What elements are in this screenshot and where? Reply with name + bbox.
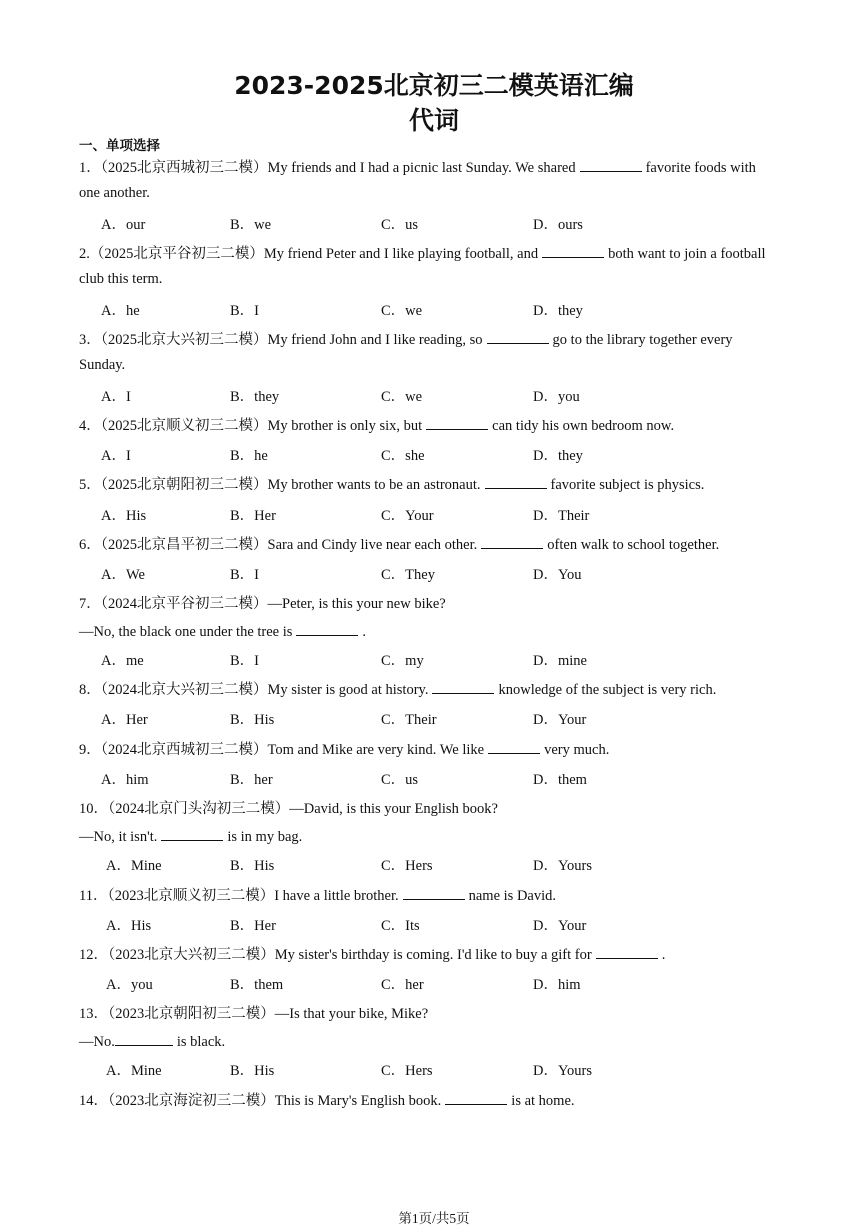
option-a: A．Her — [101, 712, 148, 728]
question-1-continued: one another. — [79, 185, 150, 201]
option-a: A．Mine — [106, 1063, 162, 1079]
option-c: C．Its — [381, 918, 420, 934]
option-d: D．Yours — [533, 1063, 592, 1079]
question-9: 9．（2024北京西城初三二模）Tom and Mike are very kind. We like very much. — [79, 738, 609, 759]
option-a: A．he — [101, 303, 140, 319]
question-13-reply: —No. is black. — [79, 1031, 225, 1051]
option-a: A．We — [101, 567, 145, 583]
option-b: B．Her — [230, 918, 276, 934]
answer-blank — [403, 885, 465, 900]
answer-blank — [161, 826, 223, 841]
option-a: A．him — [101, 772, 149, 788]
option-c: C．Your — [381, 508, 434, 524]
question-11: 11．（2023北京顺义初三二模）I have a little brother. name is David. — [79, 884, 556, 905]
option-d: D．Your — [533, 712, 587, 728]
section-heading: 一、单项选择 — [79, 138, 160, 154]
question-14: 14．（2023北京海淀初三二模）This is Mary's English book. is at home. — [79, 1089, 575, 1110]
option-c: C．us — [381, 772, 419, 788]
option-a: A．His — [106, 918, 152, 934]
question-4: 4．（2025北京顺义初三二模）My brother is only six, but can tidy his own bedroom now. — [79, 414, 674, 435]
answer-blank — [485, 474, 547, 489]
option-b: B．we — [230, 217, 272, 233]
answer-blank — [296, 621, 358, 636]
question-3-continued: Sunday. — [79, 357, 126, 373]
option-d: D．mine — [533, 653, 587, 669]
question-6: 6．（2025北京昌平初三二模）Sara and Cindy live near each other. often walk to school together. — [79, 533, 719, 554]
option-d: D．they — [533, 448, 583, 464]
answer-blank — [426, 415, 488, 430]
page-title: 2023-2025北京初三二模英语汇编 — [234, 71, 634, 100]
answer-blank — [488, 739, 540, 754]
option-d: D．you — [533, 389, 580, 405]
option-c: C．Hers — [381, 1063, 433, 1079]
option-b: B．His — [230, 858, 275, 874]
option-d: D．ours — [533, 217, 583, 233]
page-subtitle: 代词 — [408, 106, 459, 135]
option-d: D．You — [533, 567, 582, 583]
option-b: B．I — [230, 303, 259, 319]
question-3: 3．（2025北京大兴初三二模）My friend John and I like reading, so go to the library together every — [79, 328, 733, 349]
question-5: 5．（2025北京朝阳初三二模）My brother wants to be an astronaut. favorite subject is physics. — [79, 473, 704, 494]
option-d: D．them — [533, 772, 587, 788]
option-a: A．you — [106, 977, 153, 993]
option-b: B．I — [230, 567, 259, 583]
option-c: C．us — [381, 217, 419, 233]
option-d: D．him — [533, 977, 581, 993]
option-b: B．he — [230, 448, 268, 464]
question-10-reply: —No, it isn't. is in my bag. — [79, 826, 302, 846]
question-13: 13．（2023北京朝阳初三二模）—Is that your bike, Mike? — [79, 1006, 429, 1022]
answer-blank — [542, 243, 604, 258]
option-c: C．Their — [381, 712, 437, 728]
question-12: 12．（2023北京大兴初三二模）My sister's birthday is coming. I'd like to buy a gift for . — [79, 943, 665, 964]
option-a: A．our — [101, 217, 146, 233]
question-7: 7．（2024北京平谷初三二模）—Peter, is this your new bike? — [79, 596, 446, 612]
option-b: B．Her — [230, 508, 276, 524]
option-c: C．They — [381, 567, 435, 583]
option-a: A．me — [101, 653, 144, 669]
question-8: 8．（2024北京大兴初三二模）My sister is good at history. knowledge of the subject is very rich. — [79, 678, 716, 699]
question-2: 2.（2025北京平谷初三二模）My friend Peter and I like playing football, and both want to join a football — [79, 242, 766, 263]
question-7-reply: —No, the black one under the tree is . — [79, 621, 366, 641]
option-b: B．I — [230, 653, 259, 669]
answer-blank — [481, 534, 543, 549]
option-b: B．her — [230, 772, 273, 788]
answer-blank — [432, 679, 494, 694]
option-a: A．Mine — [106, 858, 162, 874]
option-b: B．His — [230, 712, 275, 728]
answer-blank — [580, 157, 642, 172]
answer-blank — [115, 1031, 173, 1046]
option-a: A．I — [101, 448, 131, 464]
question-10: 10．（2024北京门头沟初三二模）—David, is this your English book? — [79, 801, 498, 817]
option-c: C．we — [381, 389, 423, 405]
answer-blank — [445, 1090, 507, 1105]
option-d: D．Your — [533, 918, 587, 934]
question-2-continued: club this term. — [79, 271, 163, 287]
page-footer: 第1页/共5页 — [398, 1211, 470, 1226]
option-d: D．Their — [533, 508, 590, 524]
question-1: 1．（2025北京西城初三二模）My friends and I had a picnic last Sunday. We shared favorite foods with — [79, 156, 756, 177]
option-c: C．she — [381, 448, 425, 464]
option-d: D．Yours — [533, 858, 592, 874]
option-b: B．them — [230, 977, 284, 993]
option-c: C．Hers — [381, 858, 433, 874]
option-b: B．His — [230, 1063, 275, 1079]
answer-blank — [596, 944, 658, 959]
option-d: D．they — [533, 303, 583, 319]
option-c: C．her — [381, 977, 424, 993]
answer-blank — [487, 329, 549, 344]
option-a: A．His — [101, 508, 147, 524]
option-c: C．my — [381, 653, 424, 669]
option-c: C．we — [381, 303, 423, 319]
option-a: A．I — [101, 389, 131, 405]
option-b: B．they — [230, 389, 280, 405]
